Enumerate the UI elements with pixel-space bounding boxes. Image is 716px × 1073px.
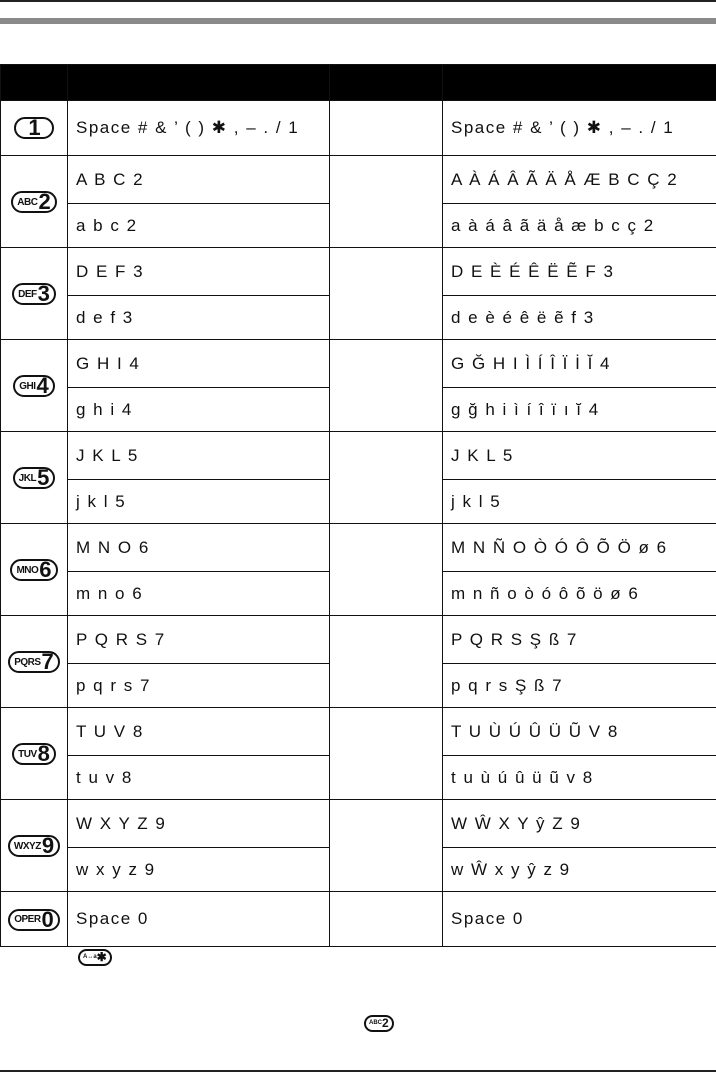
- basic-characters: j k l 5: [68, 480, 330, 524]
- key-cell: [1, 340, 68, 432]
- key-0-icon: [8, 906, 60, 932]
- key-letters: ABC: [17, 196, 38, 208]
- section-bar: [0, 18, 716, 24]
- basic-characters: t u v 8: [68, 756, 330, 800]
- star-key-icon: A↔a ✱: [78, 945, 112, 966]
- key-letters: JKL: [18, 472, 37, 484]
- table-row: [1, 101, 716, 156]
- extended-characters: P Q R S Ş ß 7: [443, 616, 716, 664]
- key-cell: [1, 800, 68, 892]
- table-row: [1, 340, 716, 388]
- basic-characters: g h i 4: [68, 388, 330, 432]
- key-9-icon: [8, 835, 60, 857]
- key-digit: 7: [41, 649, 54, 675]
- table-row: [1, 616, 716, 664]
- key-letters: GHI: [19, 380, 36, 392]
- extended-characters: w Ŵ x y ŷ z 9: [443, 848, 716, 892]
- table-row: [1, 432, 716, 480]
- key-digit: 0: [41, 906, 54, 932]
- key-letters: WXYZ: [13, 840, 41, 852]
- extended-characters: d e è é ê ë ẽ f 3: [443, 296, 716, 340]
- bottom-rule: [0, 1070, 716, 1072]
- key-8-icon: [12, 743, 56, 765]
- key-6-icon: [10, 559, 57, 581]
- basic-characters: W X Y Z 9: [68, 800, 330, 848]
- key-7-icon: [8, 651, 60, 673]
- extended-characters: A À Á Â Ã Ä Å Æ B C Ç 2: [443, 156, 716, 204]
- basic-characters: p q r s 7: [68, 664, 330, 708]
- basic-characters: Space # & ’ ( ) ✱ , – . / 1: [68, 101, 330, 156]
- mode-cell: [330, 101, 443, 156]
- key-letters: TUV: [18, 748, 37, 760]
- key-cell: [1, 616, 68, 708]
- key-cell: [1, 524, 68, 616]
- key-letters: DEF: [18, 288, 37, 300]
- extended-characters: g ğ h i ì í î ï ı ĭ 4: [443, 388, 716, 432]
- extended-characters: W Ŵ X Y ŷ Z 9: [443, 800, 716, 848]
- basic-characters: Space 0: [68, 892, 330, 947]
- extended-characters: T U Ù Ú Û Ü Ũ V 8: [443, 708, 716, 756]
- key-cell: [1, 101, 68, 156]
- basic-characters: A B C 2: [68, 156, 330, 204]
- key-cell: [1, 708, 68, 800]
- basic-characters: G H I 4: [68, 340, 330, 388]
- table-row: [1, 156, 716, 204]
- basic-characters: m n o 6: [68, 572, 330, 616]
- basic-characters: T U V 8: [68, 708, 330, 756]
- key-digit: 6: [39, 557, 52, 583]
- key-digit: 3: [37, 281, 50, 307]
- table-row: [1, 524, 716, 572]
- mode-cell: [330, 708, 443, 800]
- extended-characters: j k l 5: [443, 480, 716, 524]
- key-digit: 1: [28, 114, 41, 140]
- key-digit: 2: [38, 189, 51, 215]
- basic-characters: M N O 6: [68, 524, 330, 572]
- key-digit: 9: [41, 833, 55, 859]
- mode-cell: [330, 524, 443, 616]
- extended-characters: a à á â ã ä å æ b c ç 2: [443, 204, 716, 248]
- mode-cell: [330, 432, 443, 524]
- table-row: [1, 892, 716, 947]
- table-row: [1, 800, 716, 848]
- key-digit: 8: [37, 741, 50, 767]
- key-1-icon: [14, 114, 54, 140]
- table-header-row: [1, 65, 716, 101]
- extended-characters: M N Ñ O Ò Ó Ô Õ Ö ø 6: [443, 524, 716, 572]
- key-5-icon: [13, 467, 56, 489]
- basic-characters: D E F 3: [68, 248, 330, 296]
- key-letters: PQRS: [14, 656, 41, 668]
- mode-cell: [330, 156, 443, 248]
- extended-characters: Space # & ’ ( ) ✱ , – . / 1: [443, 101, 716, 156]
- basic-characters: J K L 5: [68, 432, 330, 480]
- key-cell: [1, 156, 68, 248]
- mode-cell: [330, 892, 443, 947]
- key-letters: OPER: [14, 914, 41, 926]
- header-mode: [330, 65, 443, 101]
- header-basic: [68, 65, 330, 101]
- table-row: [1, 248, 716, 296]
- mode-cell: [330, 616, 443, 708]
- extended-characters: G Ğ H I Ì Í Î Ï İ Ĭ 4: [443, 340, 716, 388]
- table-row: [1, 708, 716, 756]
- key-2-icon: [11, 191, 56, 213]
- abc-key-icon: ABC 2: [364, 1011, 394, 1032]
- extended-characters: J K L 5: [443, 432, 716, 480]
- mode-cell: [330, 800, 443, 892]
- header-key: [1, 65, 68, 101]
- basic-characters: d e f 3: [68, 296, 330, 340]
- key-cell: [1, 892, 68, 947]
- extended-characters: t u ù ú û ü ũ v 8: [443, 756, 716, 800]
- key-letters: MNO: [16, 564, 39, 576]
- mode-cell: [330, 340, 443, 432]
- key-digit: 4: [36, 373, 49, 399]
- mode-cell: [330, 248, 443, 340]
- extended-characters: Space 0: [443, 892, 716, 947]
- extended-characters: p q r s Ş ß 7: [443, 664, 716, 708]
- basic-characters: w x y z 9: [68, 848, 330, 892]
- key-3-icon: [12, 283, 56, 305]
- basic-characters: a b c 2: [68, 204, 330, 248]
- extended-characters: D E È É Ê Ë Ẽ F 3: [443, 248, 716, 296]
- character-table: [0, 64, 716, 947]
- key-cell: [1, 432, 68, 524]
- key-digit: 5: [37, 465, 50, 491]
- basic-characters: P Q R S 7: [68, 616, 330, 664]
- header-extended: [443, 65, 716, 101]
- key-4-icon: [13, 375, 55, 397]
- extended-characters: m n ñ o ò ó ô õ ö ø 6: [443, 572, 716, 616]
- top-rule: [0, 0, 716, 2]
- key-cell: [1, 248, 68, 340]
